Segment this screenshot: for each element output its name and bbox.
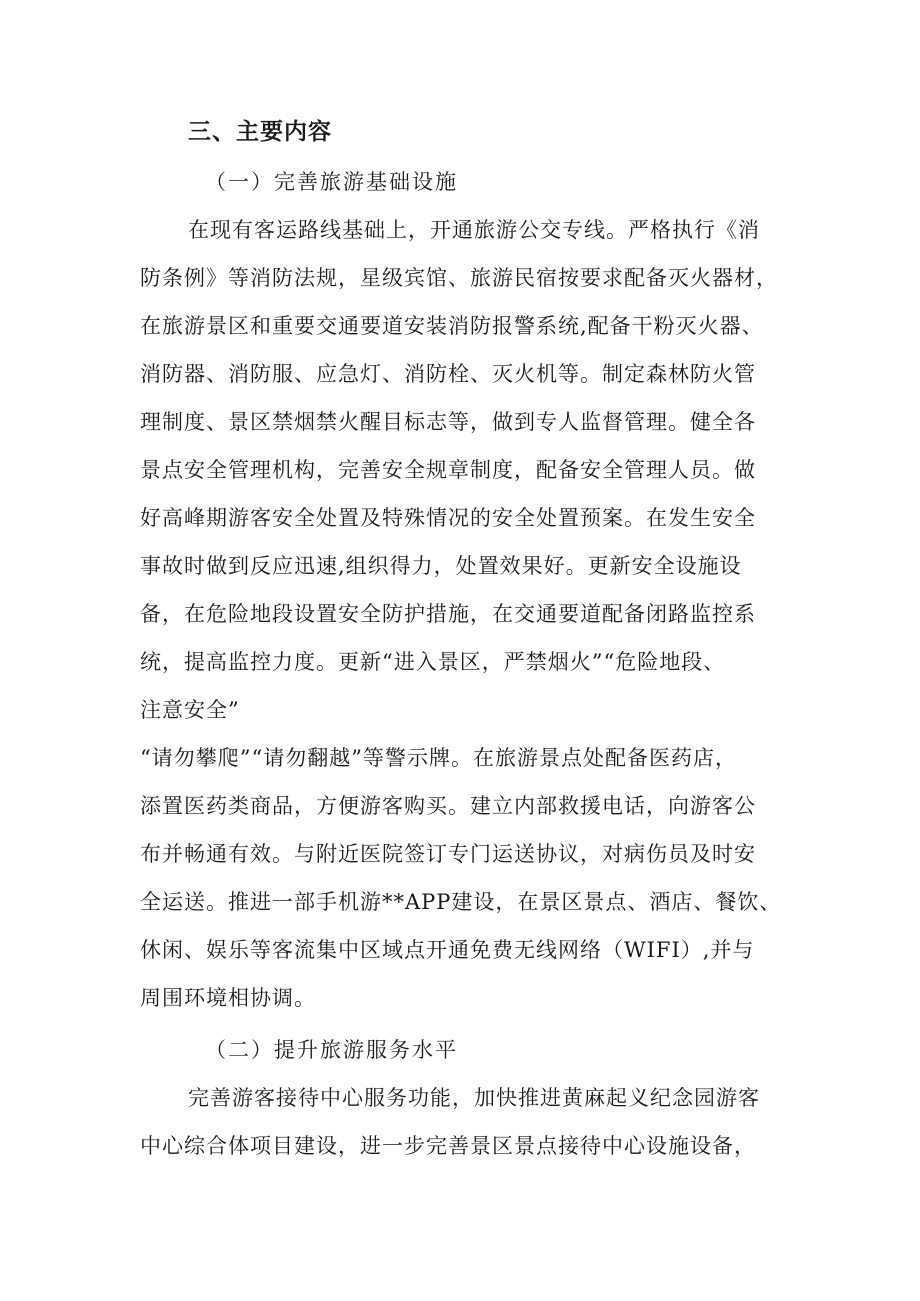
- paragraph-line: 防条例》等消防法规，星级宾馆、旅游民宿按要求配备灭火器材，: [140, 266, 778, 290]
- paragraph-line: 中心综合体项目建设，进一步完善景区景点接待中心设施设备，: [140, 1134, 756, 1158]
- subsection-title-1: （一）完善旅游基础设施: [205, 170, 458, 194]
- paragraph-line: 备，在危险地段设置安全防护措施，在交通要道配备闭路监控系: [140, 602, 756, 626]
- paragraph-line: 好高峰期游客安全处置及特殊情况的安全处置预案。在发生安全: [140, 506, 756, 530]
- subsection-title-2: （二）提升旅游服务水平: [205, 1038, 458, 1062]
- paragraph-line: 在旅游景区和重要交通要道安装消防报警系统,配备干粉灭火器、: [140, 314, 764, 338]
- paragraph-line: 注意安全”: [140, 698, 240, 722]
- paragraph-line: 消防器、消防服、应急灯、消防栓、灭火机等。制定森林防火管: [140, 362, 756, 386]
- paragraph-line: 休闲、娱乐等客流集中区域点开通免费无线网络（WIFI）,并与: [140, 938, 755, 962]
- paragraph-line: 景点安全管理机构，完善安全规章制度，配备安全管理人员。做: [140, 458, 756, 482]
- paragraph-line: 统，提高监控力度。更新“进入景区，严禁烟火”“危险地段、: [140, 650, 726, 674]
- paragraph-line: 理制度、景区禁烟禁火醒目标志等，做到专人监督管理。健全各: [140, 410, 756, 434]
- paragraph-line: 添置医药类商品，方便游客购买。建立内部救援电话，向游客公: [140, 794, 756, 818]
- paragraph-line: 布并畅通有效。与附近医院签订专门运送协议，对病伤员及时安: [140, 842, 756, 866]
- paragraph-line: 完善游客接待中心服务功能，加快推进黄麻起义纪念园游客: [188, 1086, 760, 1110]
- paragraph-line: 全运送。推进一部手机游**APP建设，在景区景点、酒店、餐饮、: [140, 890, 782, 914]
- paragraph-line: 事故时做到反应迅速,组织得力，处置效果好。更新安全设施设: [140, 554, 742, 578]
- section-heading: 三、主要内容: [188, 119, 332, 145]
- paragraph-line: 在现有客运路线基础上，开通旅游公交专线。严格执行《消: [188, 218, 760, 242]
- paragraph-line: 周围环境相协调。: [140, 986, 316, 1010]
- paragraph-line: “请勿攀爬”“请勿翻越”等警示牌。在旅游景点处配备医药店，: [140, 746, 737, 770]
